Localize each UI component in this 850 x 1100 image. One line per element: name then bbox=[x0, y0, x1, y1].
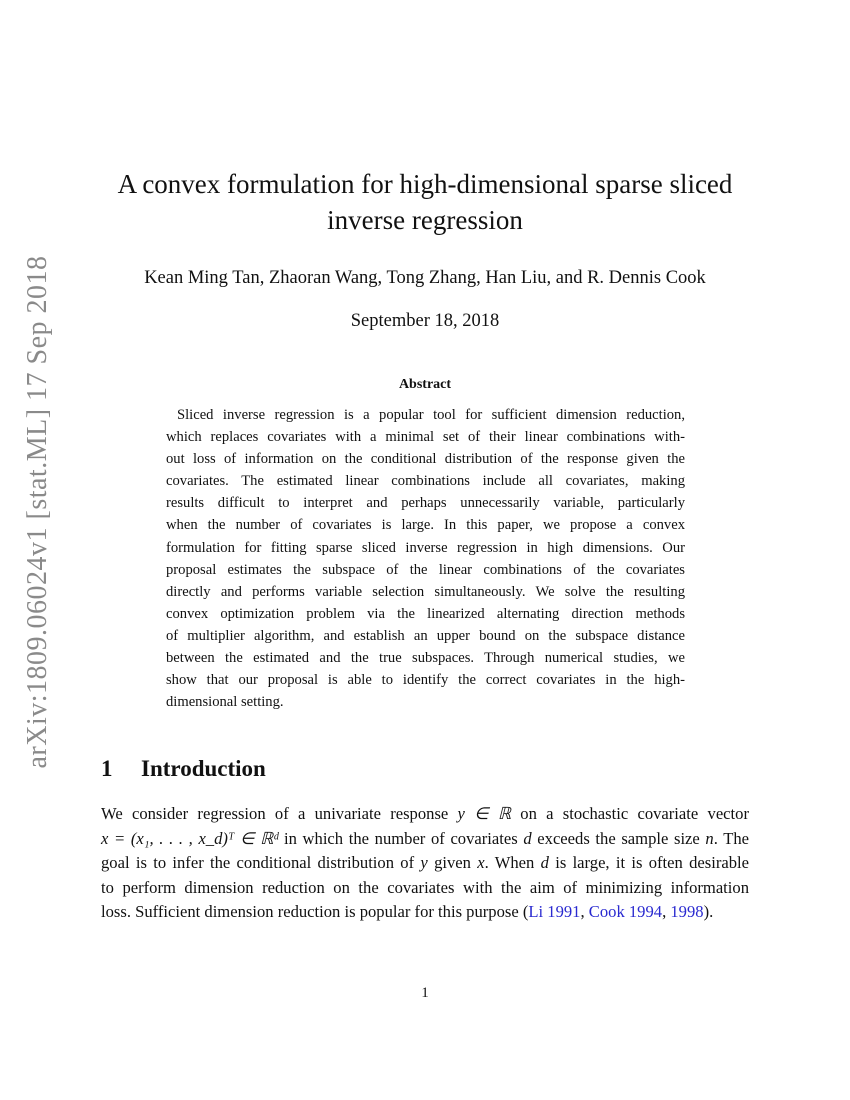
inline-math: d bbox=[523, 828, 532, 848]
section-number: 1 bbox=[101, 756, 113, 781]
abstract-line: between the estimated and the true subspaces. Through numerical studies, we bbox=[166, 650, 685, 667]
intro-line bbox=[101, 851, 749, 876]
publication-date: September 18, 2018 bbox=[350, 311, 500, 331]
abstract-line: when the number of covariates is large. In this paper, we propose a convex bbox=[166, 517, 685, 534]
text-run: is large, it is often desirable bbox=[548, 853, 749, 873]
introduction-paragraph bbox=[101, 802, 749, 925]
abstract-line: which replaces covariates with a minimal set of their linear combinations with- bbox=[166, 429, 685, 446]
abstract-line: directly and performs variable selection simultaneously. We solve the resulting bbox=[166, 583, 685, 600]
author-list: Kean Ming Tan, Zhaoran Wang, Tong Zhang, Han Liu, and R. Dennis Cook bbox=[144, 268, 706, 288]
text-run: given bbox=[427, 853, 478, 873]
inline-math: x bbox=[477, 853, 485, 873]
intro-line bbox=[101, 802, 749, 827]
text-run: , bbox=[580, 902, 589, 922]
title-line-2: inverse regression bbox=[327, 205, 523, 235]
text-run: loss. Sufficient dimension reduction is popular for this purpose ( bbox=[101, 902, 529, 922]
abstract-line: formulation for fitting sparse sliced inverse regression in high dimensions. Our bbox=[166, 539, 685, 556]
abstract-line: Sliced inverse regression is a popular tool for sufficient dimension reduction, bbox=[177, 407, 685, 423]
inline-math: y ∈ ℝ bbox=[457, 804, 512, 823]
abstract-line: of multiplier algorithm, and establish an upper bound on the subspace distance bbox=[166, 627, 685, 644]
intro-line bbox=[101, 900, 749, 925]
inline-math: d bbox=[540, 853, 549, 873]
text-run: in which the number of covariates bbox=[278, 828, 524, 848]
text-run: ). bbox=[703, 902, 714, 922]
abstract-line: show that our proposal is able to identify the correct covariates in the high- bbox=[166, 672, 685, 689]
citation-link-li-1991[interactable]: Li 1991 bbox=[528, 902, 581, 922]
inline-math: n bbox=[705, 828, 714, 848]
text-run: , bbox=[662, 902, 671, 922]
citation-link-cook-1998[interactable]: 1998 bbox=[670, 902, 704, 922]
section-heading-introduction bbox=[101, 756, 266, 782]
abstract-heading: Abstract bbox=[398, 377, 452, 392]
text-run: We consider regression of a univariate response bbox=[101, 804, 458, 823]
intro-line bbox=[101, 827, 749, 852]
abstract-text bbox=[166, 404, 685, 713]
abstract-line: convex optimization problem via the linearized alternating direction methods bbox=[166, 605, 685, 622]
abstract-line: out loss of information on the conditional distribution of the response given the bbox=[166, 451, 685, 468]
citation-link-cook-1994[interactable]: Cook 1994 bbox=[588, 902, 663, 922]
text-run: goal is to infer the conditional distribution of bbox=[101, 853, 421, 873]
inline-math: x = (x₁, . . . , x_d)ᵀ ∈ ℝᵈ bbox=[101, 828, 279, 848]
abstract-line: results difficult to interpret and perhaps unnecessarily variable, particularly bbox=[166, 495, 685, 512]
paper-title bbox=[60, 166, 790, 238]
text-run: exceeds the sample size bbox=[531, 828, 706, 848]
abstract-line: proposal estimates the subspace of the linear combinations of the covariates bbox=[166, 561, 685, 578]
abstract-line: covariates. The estimated linear combinations include all covariates, making bbox=[166, 473, 685, 490]
abstract-line: dimensional setting. bbox=[166, 694, 284, 711]
title-line-1: A convex formulation for high-dimensional sparse sliced bbox=[117, 169, 733, 199]
arxiv-identifier: arXiv:1809.06024v1 [stat.ML] 17 Sep 2018 bbox=[22, 255, 53, 769]
text-run: on a stochastic covariate vector bbox=[511, 804, 749, 823]
inline-math: y bbox=[420, 853, 428, 873]
text-run: . The bbox=[713, 828, 750, 848]
text-run: . When bbox=[484, 853, 541, 873]
section-title: Introduction bbox=[141, 756, 266, 781]
intro-line: to perform dimension reduction on the covariates with the aim of minimizing information bbox=[101, 877, 749, 897]
page-number: 1 bbox=[421, 985, 429, 1001]
